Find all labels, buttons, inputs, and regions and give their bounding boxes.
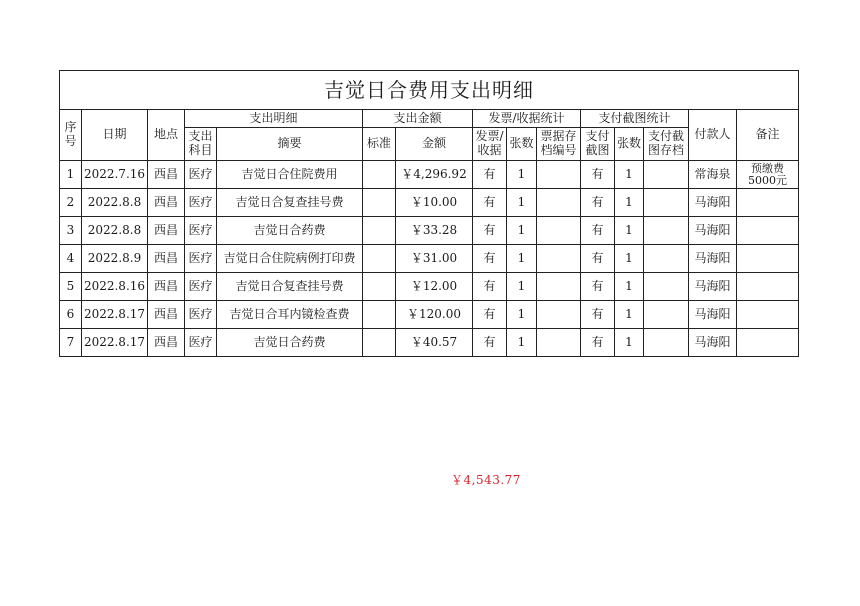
cell-amount: ￥40.57 bbox=[396, 329, 473, 357]
cell-category: 医疗 bbox=[185, 161, 217, 189]
cell-payer: 马海阳 bbox=[689, 301, 737, 329]
cell-screenshot: 有 bbox=[581, 189, 615, 217]
cell-seq: 6 bbox=[60, 301, 82, 329]
header-standard: 标准 bbox=[363, 128, 396, 161]
cell-seq: 3 bbox=[60, 217, 82, 245]
cell-screenshot: 有 bbox=[581, 329, 615, 357]
cell-invoice: 有 bbox=[473, 245, 507, 273]
cell-count-invoice: 1 bbox=[507, 273, 537, 301]
cell-date: 2022.8.17 bbox=[82, 301, 148, 329]
cell-category: 医疗 bbox=[185, 301, 217, 329]
cell-screenshot: 有 bbox=[581, 245, 615, 273]
cell-seq: 7 bbox=[60, 329, 82, 357]
cell-summary: 吉觉日合住院费用 bbox=[217, 161, 363, 189]
cell-count-screenshot: 1 bbox=[615, 189, 644, 217]
cell-standard bbox=[363, 329, 396, 357]
cell-place: 西昌 bbox=[148, 273, 185, 301]
header-group-amount: 支出金额 bbox=[363, 110, 473, 128]
expense-table bbox=[59, 70, 799, 357]
cell-screenshot: 有 bbox=[581, 301, 615, 329]
cell-place: 西昌 bbox=[148, 245, 185, 273]
cell-count-screenshot: 1 bbox=[615, 217, 644, 245]
cell-count-invoice: 1 bbox=[507, 301, 537, 329]
header-date: 日期 bbox=[82, 110, 148, 161]
cell-payer: 马海阳 bbox=[689, 329, 737, 357]
cell-archive-no bbox=[537, 329, 581, 357]
cell-summary: 吉觉日合住院病例打印费 bbox=[217, 245, 363, 273]
cell-summary: 吉觉日合复查挂号费 bbox=[217, 273, 363, 301]
cell-archive-no bbox=[537, 273, 581, 301]
header-place: 地点 bbox=[148, 110, 185, 161]
cell-remark bbox=[737, 217, 799, 245]
cell-count-screenshot: 1 bbox=[615, 273, 644, 301]
cell-date: 2022.8.8 bbox=[82, 217, 148, 245]
cell-count-invoice: 1 bbox=[507, 329, 537, 357]
cell-screenshot: 有 bbox=[581, 273, 615, 301]
header-remark: 备注 bbox=[737, 110, 799, 161]
cell-remark bbox=[737, 273, 799, 301]
header-seq: 序 号 bbox=[60, 110, 82, 161]
cell-seq: 2 bbox=[60, 189, 82, 217]
cell-count-screenshot: 1 bbox=[615, 329, 644, 357]
table-row bbox=[60, 301, 799, 329]
cell-amount: ￥33.28 bbox=[396, 217, 473, 245]
cell-count-invoice: 1 bbox=[507, 161, 537, 189]
cell-invoice: 有 bbox=[473, 329, 507, 357]
cell-amount: ￥12.00 bbox=[396, 273, 473, 301]
cell-archive-no bbox=[537, 189, 581, 217]
cell-payer: 马海阳 bbox=[689, 217, 737, 245]
cell-payer: 马海阳 bbox=[689, 189, 737, 217]
cell-category: 医疗 bbox=[185, 189, 217, 217]
cell-invoice: 有 bbox=[473, 161, 507, 189]
cell-count-screenshot: 1 bbox=[615, 245, 644, 273]
cell-remark bbox=[737, 301, 799, 329]
cell-amount: ￥10.00 bbox=[396, 189, 473, 217]
cell-summary: 吉觉日合耳内镜检查费 bbox=[217, 301, 363, 329]
header-invoice-or-receipt: 发票/ 收据 bbox=[473, 128, 507, 161]
cell-category: 医疗 bbox=[185, 217, 217, 245]
cell-category: 医疗 bbox=[185, 245, 217, 273]
header-screenshot-archive: 支付截 图存档 bbox=[644, 128, 689, 161]
cell-payer: 马海阳 bbox=[689, 245, 737, 273]
cell-category: 医疗 bbox=[185, 273, 217, 301]
cell-invoice: 有 bbox=[473, 273, 507, 301]
cell-count-screenshot: 1 bbox=[615, 161, 644, 189]
cell-standard bbox=[363, 189, 396, 217]
cell-invoice: 有 bbox=[473, 189, 507, 217]
header-count-screenshot: 张数 bbox=[615, 128, 644, 161]
header-group-screenshot: 支付截图统计 bbox=[581, 110, 689, 128]
cell-invoice: 有 bbox=[473, 217, 507, 245]
cell-standard bbox=[363, 217, 396, 245]
cell-count-screenshot: 1 bbox=[615, 301, 644, 329]
cell-screenshot: 有 bbox=[581, 161, 615, 189]
cell-date: 2022.8.17 bbox=[82, 329, 148, 357]
cell-screenshot-archive bbox=[644, 189, 689, 217]
cell-summary: 吉觉日合复查挂号费 bbox=[217, 189, 363, 217]
table-row bbox=[60, 273, 799, 301]
cell-count-invoice: 1 bbox=[507, 217, 537, 245]
cell-screenshot-archive bbox=[644, 273, 689, 301]
cell-remark: 预缴费 5000元 bbox=[737, 161, 799, 189]
cell-invoice: 有 bbox=[473, 301, 507, 329]
cell-archive-no bbox=[537, 217, 581, 245]
cell-count-invoice: 1 bbox=[507, 189, 537, 217]
table-row bbox=[60, 217, 799, 245]
cell-seq: 1 bbox=[60, 161, 82, 189]
cell-amount: ￥31.00 bbox=[396, 245, 473, 273]
table-row bbox=[60, 189, 799, 217]
cell-screenshot-archive bbox=[644, 217, 689, 245]
cell-screenshot-archive bbox=[644, 329, 689, 357]
document-title: 吉觉日合费用支出明细 bbox=[60, 71, 799, 110]
cell-remark bbox=[737, 329, 799, 357]
cell-screenshot-archive bbox=[644, 301, 689, 329]
header-screenshot: 支付 截图 bbox=[581, 128, 615, 161]
cell-place: 西昌 bbox=[148, 217, 185, 245]
cell-standard bbox=[363, 301, 396, 329]
cell-amount: ￥4,296.92 bbox=[396, 161, 473, 189]
cell-standard bbox=[363, 161, 396, 189]
cell-summary: 吉觉日合药费 bbox=[217, 329, 363, 357]
table-row bbox=[60, 161, 799, 189]
cell-seq: 4 bbox=[60, 245, 82, 273]
cell-amount: ￥120.00 bbox=[396, 301, 473, 329]
cell-place: 西昌 bbox=[148, 329, 185, 357]
cell-standard bbox=[363, 245, 396, 273]
cell-date: 2022.8.16 bbox=[82, 273, 148, 301]
cell-screenshot: 有 bbox=[581, 217, 615, 245]
table-row bbox=[60, 245, 799, 273]
cell-remark bbox=[737, 189, 799, 217]
cell-archive-no bbox=[537, 301, 581, 329]
total-amount: ￥4,543.77 bbox=[451, 473, 521, 487]
cell-summary: 吉觉日合药费 bbox=[217, 217, 363, 245]
cell-remark bbox=[737, 245, 799, 273]
cell-screenshot-archive bbox=[644, 161, 689, 189]
header-group-invoice: 发票/收据统计 bbox=[473, 110, 581, 128]
cell-archive-no bbox=[537, 161, 581, 189]
cell-place: 西昌 bbox=[148, 189, 185, 217]
cell-payer: 马海阳 bbox=[689, 273, 737, 301]
cell-category: 医疗 bbox=[185, 329, 217, 357]
cell-place: 西昌 bbox=[148, 301, 185, 329]
header-amount: 金额 bbox=[396, 128, 473, 161]
cell-date: 2022.7.16 bbox=[82, 161, 148, 189]
cell-seq: 5 bbox=[60, 273, 82, 301]
header-category: 支出 科目 bbox=[185, 128, 217, 161]
cell-date: 2022.8.9 bbox=[82, 245, 148, 273]
cell-count-invoice: 1 bbox=[507, 245, 537, 273]
cell-screenshot-archive bbox=[644, 245, 689, 273]
cell-standard bbox=[363, 273, 396, 301]
expense-sheet bbox=[59, 70, 798, 487]
cell-archive-no bbox=[537, 245, 581, 273]
header-payer: 付款人 bbox=[689, 110, 737, 161]
header-summary: 摘要 bbox=[217, 128, 363, 161]
header-group-detail: 支出明细 bbox=[185, 110, 363, 128]
cell-payer: 常海泉 bbox=[689, 161, 737, 189]
cell-date: 2022.8.8 bbox=[82, 189, 148, 217]
header-count-invoice: 张数 bbox=[507, 128, 537, 161]
table-row bbox=[60, 329, 799, 357]
header-archive-no: 票据存 档编号 bbox=[537, 128, 581, 161]
cell-place: 西昌 bbox=[148, 161, 185, 189]
